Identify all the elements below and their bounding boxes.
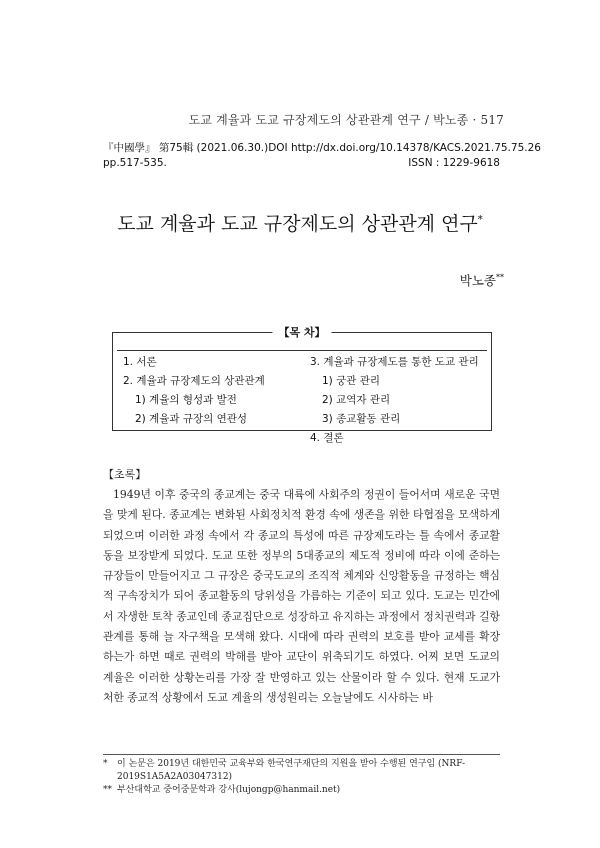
toc-right-column — [310, 353, 479, 448]
toc-item: 3. 계율과 규장제도를 통한 도교 관리 — [310, 356, 479, 368]
title-footnote-mark: * — [477, 214, 483, 226]
toc-item: 1) 궁관 관리 — [322, 375, 381, 387]
paper-title — [0, 209, 600, 236]
footnote-mark: ** — [103, 785, 112, 795]
toc-left-column — [123, 353, 265, 429]
toc-item: 1. 서론 — [123, 356, 157, 368]
paper-title-text: 도교 계율과 도교 규장제도의 상관관계 연구 — [117, 213, 478, 235]
toc-item: 2. 계율과 규장제도의 상관관계 — [123, 375, 265, 387]
abstract-label: 【초록】 — [103, 468, 147, 481]
page-range: pp.517-535. — [103, 157, 167, 169]
footnote-text: 부산대학교 중어중문학과 강사(lujongp@hanmail.net) — [117, 785, 341, 795]
abstract — [103, 466, 500, 708]
table-of-contents — [112, 326, 492, 444]
footnote — [103, 784, 500, 797]
issn: ISSN : 1229-9618 — [408, 157, 500, 169]
footnotes — [103, 758, 500, 797]
footnote-rule — [103, 754, 500, 755]
abstract-body: 1949년 이후 중국의 종교계는 중국 대륙에 사회주의 정권이 들어서며 새로운 국면을 맞게 된다. 종교계는 변화된 사회정치적 환경 속에 생존을 위한 타협점을 모색하게 되었으며 이러한 과정 속에서 각 종교의 특성에 따른 규장제도라는 틀 속에서 종교활동을 보장받게 되었다. 도교 또한 정부의 5대종교의 제도적 정비에 따라 이에 준하는 규장들이 만들어지고 그 규장은 중국도교의 조직적 체계와 신앙활동을 규정하는 핵심적 구속장치가 되어 종교활동의 당위성을 가름하는 기준이 되고 있다. 도교는 민간에서 자생한 토착 종교인데 종교집단으로 성장하고 유지하는 과정에서 정치권력과 길항관계를 통해 늘 자구책을 모색해 왔다. 시대에 따라 권력의 보호를 받아 교세를 확장하는가 하면 때로 권력의 박해를 받아 교단이 위축되기도 하였다. 어찌 보면 도교의 계율은 이러한 상황논리를 가장 잘 반영하고 있는 산물이라 할 수 있다. 현재 도교가 처한 종교적 상황에서 도교 계율의 생성원리는 오늘날에도 시사하는 바 — [103, 488, 500, 704]
toc-item: 4. 결론 — [310, 432, 344, 444]
running-head: 도교 계율과 도교 규장제도의 상관관계 연구 / 박노종 · 517 — [188, 113, 504, 127]
footnote-mark: * — [103, 759, 108, 769]
toc-item: 3) 종교활동 관리 — [322, 413, 401, 425]
author-name: 박노종 — [459, 273, 496, 288]
toc-item: 2) 계율과 규장의 연관성 — [135, 413, 248, 425]
footnote-text: 이 논문은 2019년 대한민국 교육부와 한국연구재단의 지원을 받아 수행된 연구임 (NRF-2019S1A5A2A03047312) — [117, 759, 466, 782]
toc-item: 2) 교역자 관리 — [322, 394, 391, 406]
journal-info: 『中國學』 第75輯 (2021.06.30.) — [103, 142, 269, 154]
article-meta — [103, 141, 541, 171]
toc-divider — [117, 350, 487, 351]
author — [460, 271, 504, 289]
doi: DOI http://dx.doi.org/10.14378/KACS.2021.75.75.26 — [268, 142, 541, 154]
footnote — [103, 758, 500, 784]
author-footnote-mark: ** — [496, 272, 504, 282]
toc-heading: 【목 차】 — [272, 324, 331, 340]
toc-item: 1) 계율의 형성과 발전 — [135, 394, 237, 406]
